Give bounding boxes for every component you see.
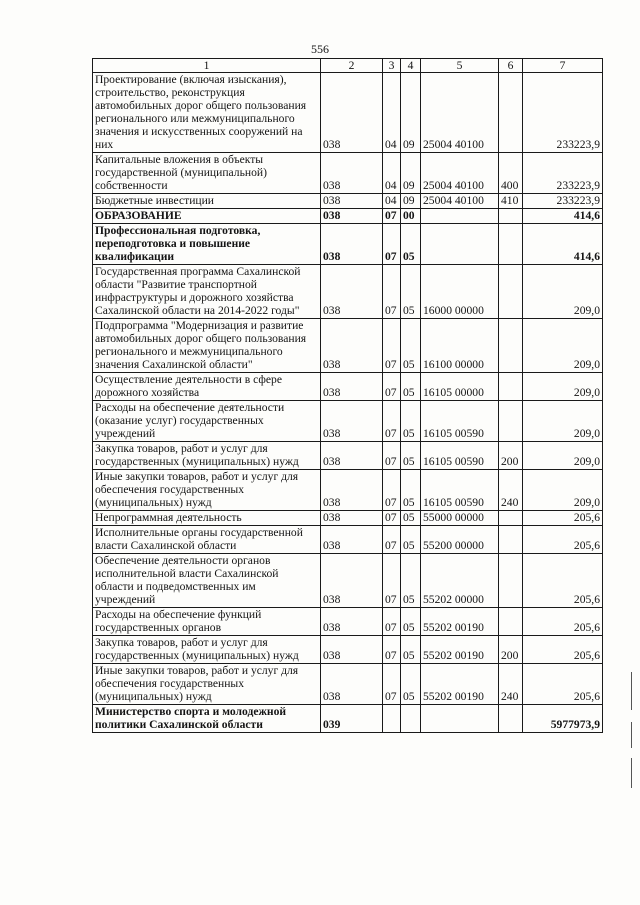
- row-name: Иные закупки товаров, работ и услуг для обеспечения государственных (муниципальных) нужд: [93, 470, 321, 511]
- section-code: 07: [383, 511, 401, 526]
- target-article-code: 25004 40100: [421, 153, 499, 194]
- admin-code: 038: [321, 401, 383, 442]
- expense-type-code: 240: [499, 470, 523, 511]
- expense-type-code: [499, 511, 523, 526]
- column-header: 6: [499, 59, 523, 73]
- section-code: 07: [383, 265, 401, 319]
- subsection-code: 00: [401, 209, 421, 224]
- table-row: [93, 401, 603, 442]
- expense-type-code: 240: [499, 664, 523, 705]
- target-article-code: 16105 00590: [421, 401, 499, 442]
- admin-code: 038: [321, 265, 383, 319]
- subsection-code: 05: [401, 319, 421, 373]
- amount: 205,6: [523, 608, 603, 636]
- column-header: 7: [523, 59, 603, 73]
- target-article-code: 25004 40100: [421, 194, 499, 209]
- target-article-code: 16105 00590: [421, 470, 499, 511]
- subsection-code: 05: [401, 265, 421, 319]
- amount: 209,0: [523, 265, 603, 319]
- table-row: [93, 209, 603, 224]
- subsection-code: 05: [401, 636, 421, 664]
- target-article-code: 16105 00590: [421, 442, 499, 470]
- expense-type-code: 200: [499, 442, 523, 470]
- amount: 414,6: [523, 209, 603, 224]
- table-row: [93, 608, 603, 636]
- section-code: 07: [383, 401, 401, 442]
- subsection-code: 05: [401, 401, 421, 442]
- admin-code: 038: [321, 209, 383, 224]
- amount: 205,6: [523, 554, 603, 608]
- admin-code: 038: [321, 636, 383, 664]
- table-row: [93, 153, 603, 194]
- target-article-code: 55202 00190: [421, 636, 499, 664]
- section-code: 07: [383, 526, 401, 554]
- row-name: Подпрограмма "Модернизация и развитие автомобильных дорог общего пользования регионального и межмуниципального значения Сахалинской области": [93, 319, 321, 373]
- column-header: 3: [383, 59, 401, 73]
- row-name: Обеспечение деятельности органов исполнительной власти Сахалинской области и подведомственных им учреждений: [93, 554, 321, 608]
- column-header: 4: [401, 59, 421, 73]
- table-row: [93, 265, 603, 319]
- budget-table: [92, 58, 603, 733]
- scan-edge-mark: [631, 672, 632, 710]
- section-code: 07: [383, 224, 401, 265]
- section-code: 07: [383, 608, 401, 636]
- expense-type-code: [499, 209, 523, 224]
- expense-type-code: [499, 73, 523, 153]
- target-article-code: [421, 705, 499, 733]
- admin-code: 038: [321, 73, 383, 153]
- admin-code: 038: [321, 153, 383, 194]
- target-article-code: 16100 00000: [421, 319, 499, 373]
- admin-code: 038: [321, 442, 383, 470]
- admin-code: 038: [321, 511, 383, 526]
- section-code: 07: [383, 664, 401, 705]
- column-header: 1: [93, 59, 321, 73]
- subsection-code: 09: [401, 194, 421, 209]
- target-article-code: 55202 00190: [421, 608, 499, 636]
- row-name: ОБРАЗОВАНИЕ: [93, 209, 321, 224]
- section-code: 07: [383, 373, 401, 401]
- subsection-code: 05: [401, 608, 421, 636]
- table-row: [93, 554, 603, 608]
- target-article-code: 25004 40100: [421, 73, 499, 153]
- admin-code: 038: [321, 664, 383, 705]
- expense-type-code: 410: [499, 194, 523, 209]
- table-row: [93, 319, 603, 373]
- expense-type-code: [499, 401, 523, 442]
- target-article-code: 16000 00000: [421, 265, 499, 319]
- amount: 205,6: [523, 511, 603, 526]
- subsection-code: 05: [401, 511, 421, 526]
- expense-type-code: [499, 608, 523, 636]
- subsection-code: [401, 705, 421, 733]
- section-code: 04: [383, 194, 401, 209]
- expense-type-code: [499, 373, 523, 401]
- expense-type-code: [499, 526, 523, 554]
- section-code: 07: [383, 636, 401, 664]
- column-header: 5: [421, 59, 499, 73]
- admin-code: 038: [321, 470, 383, 511]
- section-code: 04: [383, 153, 401, 194]
- admin-code: 038: [321, 319, 383, 373]
- column-header: 2: [321, 59, 383, 73]
- scan-edge-mark: [631, 722, 632, 748]
- subsection-code: 05: [401, 554, 421, 608]
- section-code: 07: [383, 319, 401, 373]
- target-article-code: [421, 209, 499, 224]
- admin-code: 039: [321, 705, 383, 733]
- row-name: Государственная программа Сахалинской области "Развитие транспортной инфраструктуры и дорожного хозяйства Сахалинской области на 2014-2022 годы": [93, 265, 321, 319]
- target-article-code: 55000 00000: [421, 511, 499, 526]
- table-row: [93, 194, 603, 209]
- subsection-code: 09: [401, 153, 421, 194]
- amount: 209,0: [523, 319, 603, 373]
- table-row: [93, 470, 603, 511]
- table-row: [93, 664, 603, 705]
- admin-code: 038: [321, 194, 383, 209]
- table-row: [93, 511, 603, 526]
- target-article-code: 16105 00000: [421, 373, 499, 401]
- expense-type-code: [499, 224, 523, 265]
- column-number-row: [93, 59, 603, 73]
- amount: 414,6: [523, 224, 603, 265]
- admin-code: 038: [321, 224, 383, 265]
- amount: 209,0: [523, 401, 603, 442]
- row-name: Расходы на обеспечение деятельности (оказание услуг) государственных учреждений: [93, 401, 321, 442]
- section-code: 07: [383, 209, 401, 224]
- row-name: Непрограммная деятельность: [93, 511, 321, 526]
- subsection-code: 05: [401, 224, 421, 265]
- page-number: 556: [311, 42, 329, 56]
- section-code: [383, 705, 401, 733]
- section-code: 07: [383, 470, 401, 511]
- subsection-code: 05: [401, 526, 421, 554]
- section-code: 04: [383, 73, 401, 153]
- row-name: Иные закупки товаров, работ и услуг для обеспечения государственных (муниципальных) нужд: [93, 664, 321, 705]
- amount: 233223,9: [523, 153, 603, 194]
- table-body: [93, 73, 603, 733]
- amount: 209,0: [523, 470, 603, 511]
- row-name: Министерство спорта и молодежной политики Сахалинской области: [93, 705, 321, 733]
- expense-type-code: [499, 265, 523, 319]
- admin-code: 038: [321, 554, 383, 608]
- subsection-code: 05: [401, 664, 421, 705]
- amount: 233223,9: [523, 194, 603, 209]
- target-article-code: 55202 00000: [421, 554, 499, 608]
- table-row: [93, 526, 603, 554]
- target-article-code: [421, 224, 499, 265]
- subsection-code: 05: [401, 442, 421, 470]
- row-name: Закупка товаров, работ и услуг для государственных (муниципальных) нужд: [93, 442, 321, 470]
- amount: 209,0: [523, 373, 603, 401]
- table-row: [93, 705, 603, 733]
- amount: 233223,9: [523, 73, 603, 153]
- subsection-code: 05: [401, 373, 421, 401]
- row-name: Закупка товаров, работ и услуг для государственных (муниципальных) нужд: [93, 636, 321, 664]
- admin-code: 038: [321, 608, 383, 636]
- expense-type-code: 400: [499, 153, 523, 194]
- expense-type-code: [499, 705, 523, 733]
- amount: 205,6: [523, 664, 603, 705]
- table-row: [93, 73, 603, 153]
- amount: 5977973,9: [523, 705, 603, 733]
- expense-type-code: [499, 554, 523, 608]
- row-name: Проектирование (включая изыскания), строительство, реконструкция автомобильных дорог общего пользования регионального или межмуниципального значения и искусственных сооружений на них: [93, 73, 321, 153]
- row-name: Профессиональная подготовка, переподготовка и повышение квалификации: [93, 224, 321, 265]
- expense-type-code: 200: [499, 636, 523, 664]
- admin-code: 038: [321, 373, 383, 401]
- target-article-code: 55202 00190: [421, 664, 499, 705]
- section-code: 07: [383, 554, 401, 608]
- table-row: [93, 224, 603, 265]
- row-name: Осуществление деятельности в сфере дорожного хозяйства: [93, 373, 321, 401]
- admin-code: 038: [321, 526, 383, 554]
- amount: 205,6: [523, 526, 603, 554]
- subsection-code: 09: [401, 73, 421, 153]
- amount: 209,0: [523, 442, 603, 470]
- expense-type-code: [499, 319, 523, 373]
- row-name: Бюджетные инвестиции: [93, 194, 321, 209]
- target-article-code: 55200 00000: [421, 526, 499, 554]
- amount: 205,6: [523, 636, 603, 664]
- subsection-code: 05: [401, 470, 421, 511]
- row-name: Капитальные вложения в объекты государственной (муниципальной) собственности: [93, 153, 321, 194]
- row-name: Расходы на обеспечение функций государственных органов: [93, 608, 321, 636]
- scan-edge-mark: [631, 758, 632, 788]
- row-name: Исполнительные органы государственной власти Сахалинской области: [93, 526, 321, 554]
- table-row: [93, 442, 603, 470]
- section-code: 07: [383, 442, 401, 470]
- table-row: [93, 636, 603, 664]
- table-row: [93, 373, 603, 401]
